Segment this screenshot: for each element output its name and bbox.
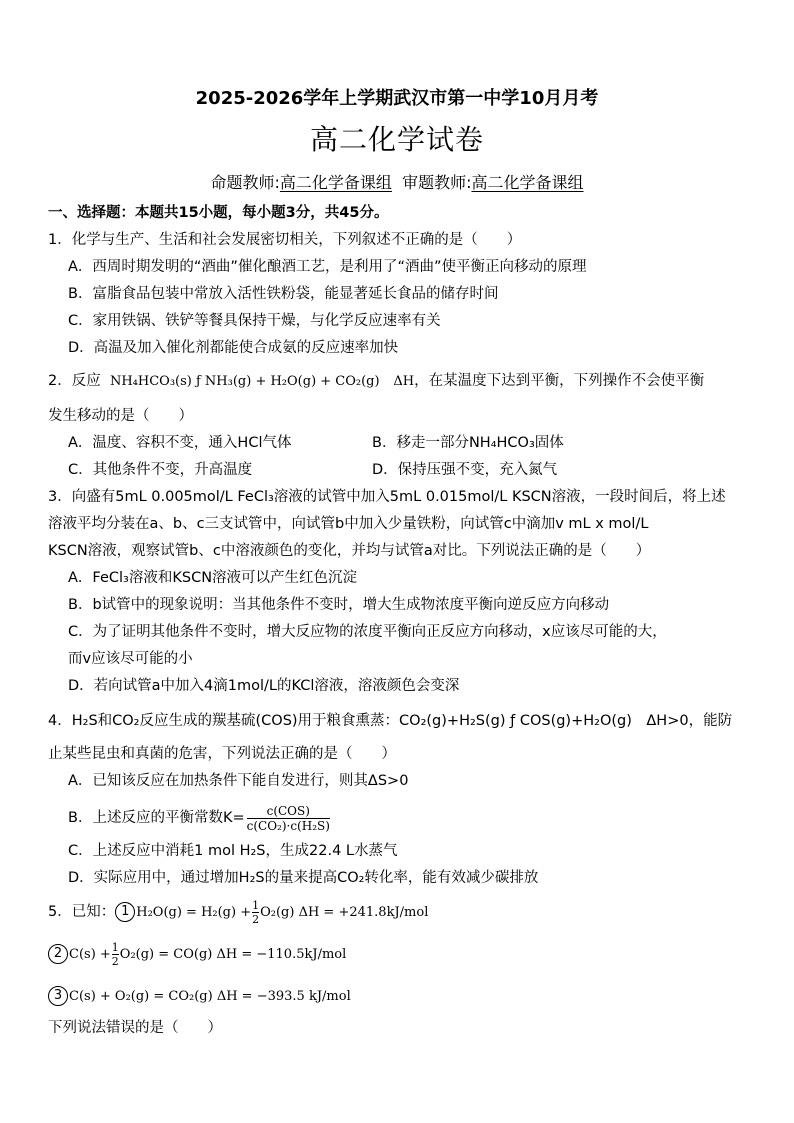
equilibrium-constant-fraction	[247, 804, 330, 833]
subject-title: 高二化学试卷	[309, 123, 484, 156]
exam-title: 2025-2026学年上学期武汉市第一中学10月月考	[195, 88, 599, 109]
fraction-numerator: 1	[252, 898, 260, 912]
question-4-stem-1: 4．H₂S和CO₂反应生成的羰基硫(COS)用于粮食熏蒸：CO₂(g)+H₂S(g) ƒ COS(g)+H₂O(g) ΔH>0，能防	[48, 713, 733, 729]
question-2-prefix: 2．反应	[48, 373, 101, 389]
question-2-option-a: A．温度、容积不变，通入HCl气体	[68, 435, 292, 451]
question-1-stem: 1．化学与生产、生活和社会发展密切相关，下列叙述不正确的是（ ）	[48, 232, 522, 248]
fraction-denominator: c(CO₂)·c(H₂S)	[246, 818, 330, 833]
equation-3-marker: 3	[48, 986, 68, 1006]
question-4-option-b-prefix: B．上述反应的平衡常数K=	[68, 810, 245, 826]
equation-2-left: C(s) +	[69, 947, 111, 962]
equation-1-right: O₂(g) ΔH = +241.8kJ/mol	[260, 905, 429, 920]
question-3-option-d: D．若向试管a中加入4滴1mol/L的KCl溶液，溶液颜色会变深	[68, 678, 460, 694]
author-line	[0, 170, 794, 193]
equation-1-marker: 1	[115, 902, 135, 922]
question-1-option-a: A．西周时期发明的“酒曲”催化酿酒工艺，是利用了“酒曲”使平衡正向移动的原理	[68, 259, 587, 275]
fraction-numerator: c(COS)	[266, 803, 310, 818]
equation-2-right: O₂(g) = CO(g) ΔH = −110.5kJ/mol	[119, 947, 347, 962]
question-4-option-d: D．实际应用中，通过增加H₂S的量来提高CO₂转化率，能有效减少碳排放	[68, 870, 539, 886]
question-2-option-b: B．移走一部分NH₄HCO₃固体	[372, 435, 564, 451]
question-5-eq3-line	[48, 984, 351, 1009]
fraction-numerator: 1	[111, 940, 119, 954]
question-4-option-a: A．已知该反应在加热条件下能自发进行，则其ΔS>0	[68, 773, 409, 789]
fraction-denominator: 2	[252, 912, 260, 926]
question-3-option-a: A．FeCl₃溶液和KSCN溶液可以产生红色沉淀	[68, 570, 358, 586]
equation-1-left: H₂O(g) = H₂(g) +	[136, 905, 252, 920]
reviewer-label: 审题教师:	[402, 173, 472, 192]
question-3-stem-1: 3．向盛有5mL 0.005mol/L FeCl₃溶液的试管中加入5mL 0.015mol/L KSCN溶液，一段时间后，将上述	[48, 489, 726, 505]
question-3-option-c-line1: C．为了证明其他条件不变时，增大反应物的浓度平衡向正反应方向移动，x应该尽可能的大，	[68, 624, 667, 640]
equation-1-fraction	[252, 900, 259, 925]
question-5-question: 下列说法错误的是（ ）	[48, 1020, 222, 1036]
question-3-stem-3: KSCN溶液，观察试管b、c中溶液颜色的变化，并均与试管a对比。下列说法正确的是（ ）	[48, 543, 651, 559]
equation-2-fraction	[112, 942, 119, 967]
question-2-option-d: D．保持压强不变，充入氮气	[372, 462, 558, 478]
question-2-suffix: ，在某温度下达到平衡，下列操作不会使平衡	[414, 373, 705, 389]
question-3-option-c-line2: 而v应该尽可能的小	[68, 651, 193, 667]
question-5-eq2-line	[48, 940, 346, 969]
question-5-stem: 5．已知：	[48, 904, 116, 920]
question-1-option-b: B．富脂食品包装中常放入活性铁粉袋，能显著延长食品的储存时间	[68, 286, 499, 302]
question-5-eq1-line	[48, 898, 428, 927]
question-4-option-c: C．上述反应中消耗1 mol H₂S，生成22.4 L水蒸气	[68, 843, 398, 859]
setter-name: 高二化学备课组	[279, 173, 392, 192]
fraction-denominator: 2	[111, 954, 119, 968]
question-1-option-d: D．高温及加入催化剂都能使合成氨的反应速率加快	[68, 340, 399, 356]
question-4-option-b	[68, 800, 332, 836]
equation-2-marker: 2	[48, 944, 68, 964]
question-3-stem-2: 溶液平均分装在a、b、c三支试管中，向试管b中加入少量铁粉，向试管c中滴加v mL x mol/L	[48, 516, 649, 532]
question-2-stem	[48, 371, 704, 392]
question-2-stem-cont: 发生移动的是（ ）	[48, 408, 193, 424]
question-2-equation: NH₄HCO₃(s) ƒ NH₃(g) + H₂O(g) + CO₂(g)	[109, 374, 380, 389]
setter-label: 命题教师:	[210, 173, 280, 192]
question-1-option-c: C．家用铁锅、铁铲等餐具保持干燥，与化学反应速率有关	[68, 313, 441, 329]
section-heading: 一、选择题：本题共15小题，每小题3分，共45分。	[48, 205, 389, 221]
question-2-delta-h: ΔH	[393, 374, 415, 389]
question-2-option-c: C．其他条件不变，升高温度	[68, 462, 253, 478]
equation-3: C(s) + O₂(g) = CO₂(g) ΔH = −393.5 kJ/mol	[69, 989, 351, 1004]
question-4-stem-2: 止某些昆虫和真菌的危害，下列说法正确的是（ ）	[48, 746, 396, 762]
reviewer-name: 高二化学备课组	[471, 173, 584, 192]
question-3-option-b: B．b试管中的现象说明：当其他条件不变时，增大生成物浓度平衡向逆反应方向移动	[68, 597, 610, 613]
